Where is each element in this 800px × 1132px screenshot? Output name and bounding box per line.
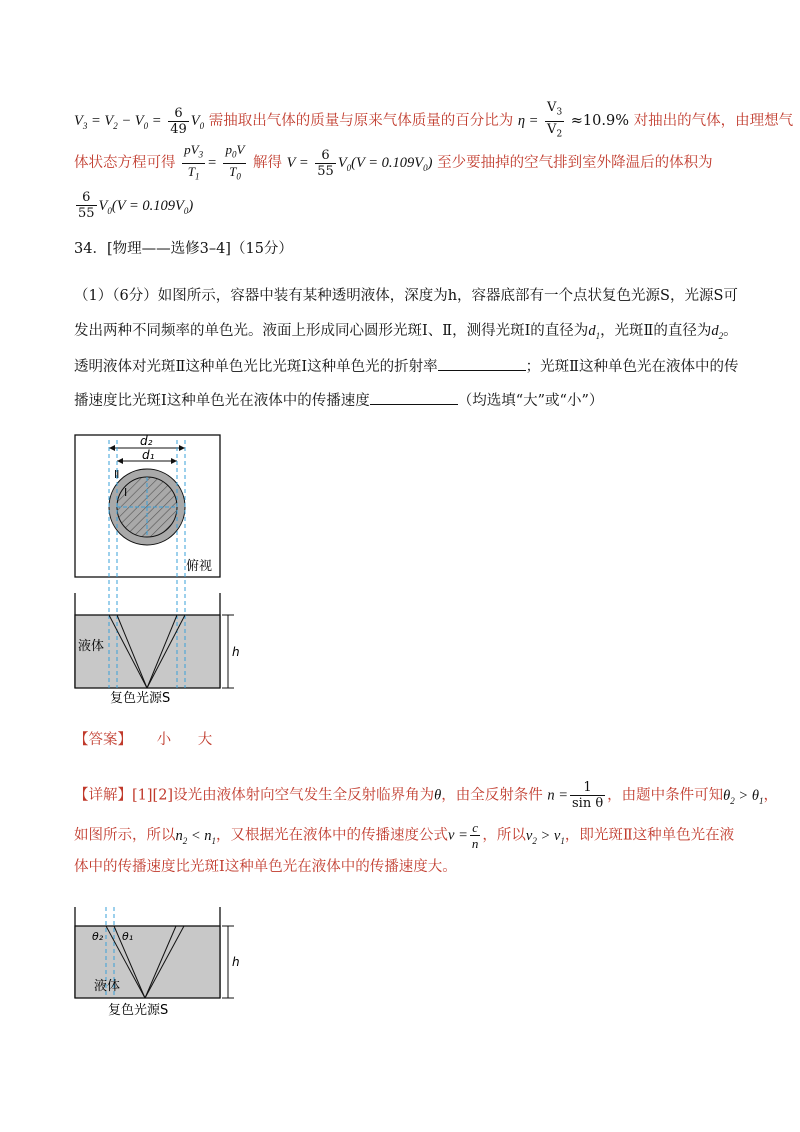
figure-top-and-side-view xyxy=(70,430,250,705)
roman-II-label: Ⅱ xyxy=(114,468,120,481)
problem-para-3: 透明液体对光斑Ⅱ这种单色光比光斑Ⅰ这种单色光的折射率 ；光斑Ⅱ这种单色光在液体中的传 xyxy=(74,356,738,378)
percent-value: ≈10.9% xyxy=(570,113,629,130)
d1-label: d₁ xyxy=(142,448,155,462)
detail-line-2: 如图所示，所以$n_2 < n_1$，又根据光在液体中的传播速度公式v = $\frac{c}{n}$ ，所以$v_2 > v_1$，即光斑Ⅱ这种单色光在液 xyxy=(74,820,735,851)
solution-text: 体状态方程可得 xyxy=(74,155,176,172)
source-label: 复色光源S xyxy=(110,691,171,705)
theta2-label: θ₂ xyxy=(92,930,104,943)
figure-critical-angle xyxy=(70,902,250,1022)
answer-2: 大 xyxy=(197,732,213,748)
top-view-label: 俯视 xyxy=(186,559,213,574)
answer-tag: 【答案】 xyxy=(74,732,132,748)
solution-text: 对抽出的气体，由理想气 xyxy=(633,113,794,130)
problem-para-4: 播速度比光斑Ⅰ这种单色光在液体中的传播速度 （均选填“大”或“小”） xyxy=(74,390,603,412)
detail-line-3: 体中的传播速度比光斑Ⅰ这种单色光在液体中的传播速度大。 xyxy=(74,859,457,875)
problem-para-2: 发出两种不同频率的单色光。液面上形成同心圆形光斑Ⅰ、Ⅱ，测得光斑Ⅰ的直径为$d_1$，光斑Ⅱ的直径为$d_2$。 xyxy=(74,323,738,341)
problem-header: 34．[物理——选修3–4]（15分） xyxy=(74,241,293,257)
answer-blank-1 xyxy=(438,356,526,371)
problem-para-1: （1）（6分）如图所示，容器中装有某种透明液体，深度为h，容器底部有一个点状复色光源S，光源S可 xyxy=(74,288,738,304)
answer-line xyxy=(74,729,212,751)
detail-line-1: 【详解】[1][2]设光由液体射向空气发生全反射临界角为θ，由全反射条件 n = $\frac{1}{\text{sin θ}}$ ，由题中条件可知$\theta_2 > \theta_1$， xyxy=(74,780,778,811)
solution-line-2: 体状态方程可得 $\frac{pV_3}{T_1}$ = $\frac{p_0V}{T_0}$ 解得 V = $\frac{6}{55}$ $V_0(V = 0.109V_0)$ 至少要抽掉的空气排到室外降温后的体积为 xyxy=(74,142,713,182)
theta1-label: θ₁ xyxy=(122,930,134,943)
liquid-label: 液体 xyxy=(78,639,105,654)
solution-text: 需抽取出气体的质量与原来气体质量的百分比为 xyxy=(208,113,514,130)
solution-text: 解得 xyxy=(253,155,283,172)
source-label: 复色光源S xyxy=(108,1003,169,1018)
answer-1: 小 xyxy=(156,732,172,748)
liquid-label: 液体 xyxy=(94,979,121,994)
solution-text: 至少要抽掉的空气排到室外降温后的体积为 xyxy=(437,155,713,172)
detail-tag: 【详解】 xyxy=(74,787,132,804)
h-label: h xyxy=(232,955,240,969)
solution-line-3: $\frac{6}{55}$ $V_0(V = 0.109V_0)$ xyxy=(78,190,194,221)
roman-I-label: Ⅰ xyxy=(124,486,128,499)
h-label: h xyxy=(232,645,240,659)
solution-line-1: $V_3 = V_2 - V_0$ = $\frac{6}{49}$ $V_0$ 需抽取出气体的质量与原来气体质量的百分比为 η = $\frac{V_3}{V_2}$ ≈10.9% 对抽出的气体，由理想气 xyxy=(74,100,794,140)
d2-label: d₂ xyxy=(140,434,153,448)
answer-blank-2 xyxy=(370,390,458,405)
